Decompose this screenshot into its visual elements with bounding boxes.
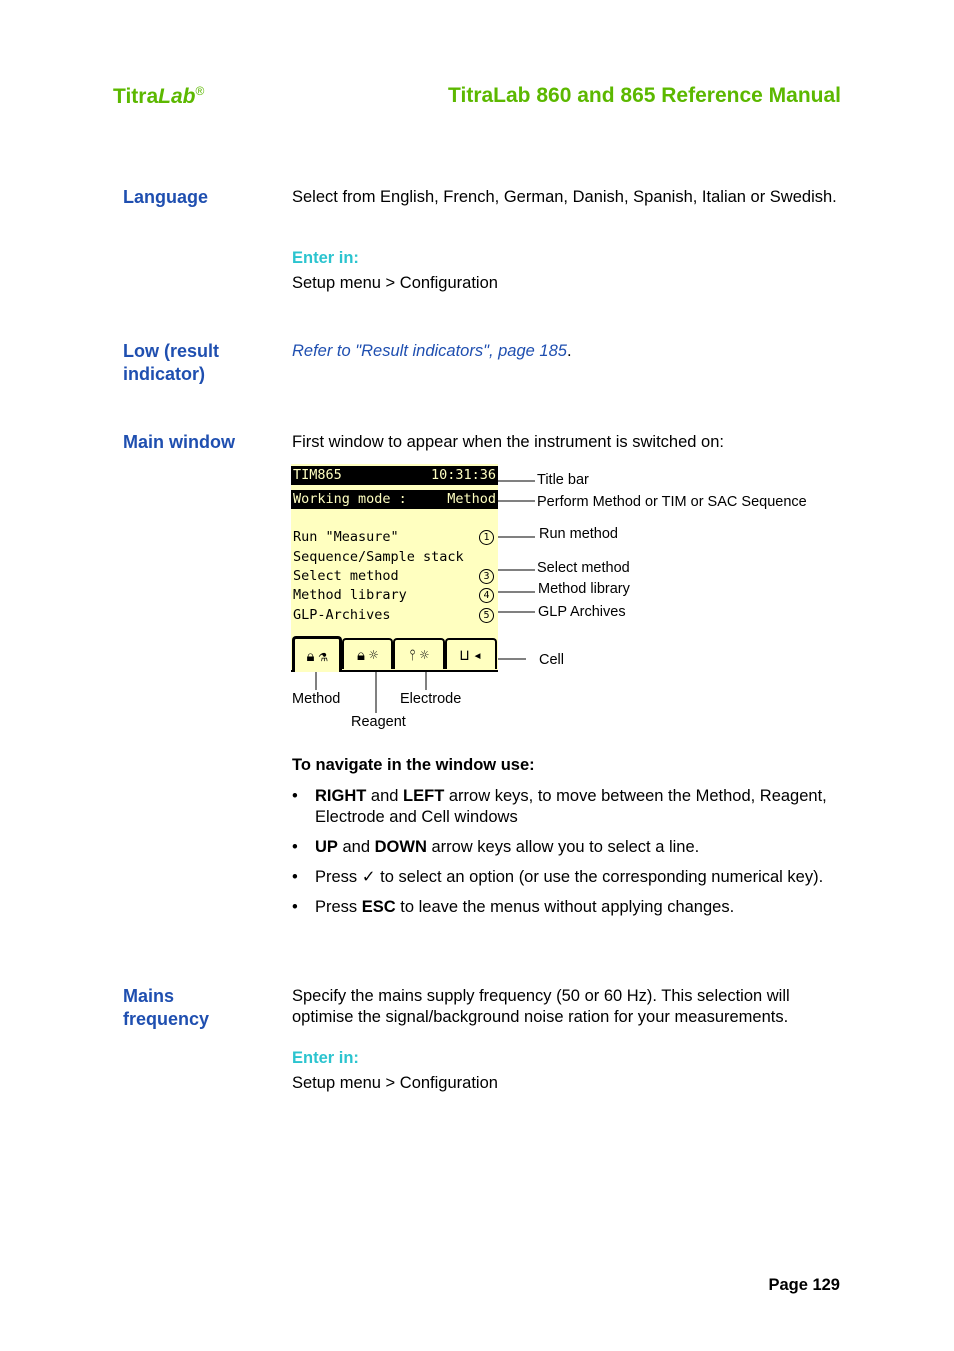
menu-item-method-library[interactable]: Method library [293,587,407,603]
callout-run-method: Run method [539,526,618,542]
term-line: frequency [123,1009,210,1029]
period: . [566,342,572,360]
term-line: indicator) [123,364,206,384]
clock: 10:31:36 [430,467,496,483]
callout-reagent: Reagent [351,714,406,730]
menu-item-run-measure[interactable]: Run "Measure" [293,529,399,545]
number-5-icon: 5 [479,608,494,623]
mains-enter-path: Setup menu > Configuration [292,1074,498,1092]
language-enter-label: Enter in: [292,249,359,267]
mains-enter-label: Enter in: [292,1049,359,1067]
callout-perform: Perform Method or TIM or SAC Sequence [537,494,807,510]
term-line: Mains [123,986,175,1006]
language-description: Select from English, French, German, Danish, Spanish, Italian or Swedish. [292,188,837,206]
working-mode-value: Method [447,491,496,507]
instrument-id: TIM865 [293,467,342,483]
flask-icon: ⚗ [318,646,328,665]
arrow-left-icon: ◂ [473,645,483,664]
callout-title-bar: Title bar [537,472,589,488]
mains-description: Specify the mains supply frequency (50 or 60 Hz). This selection will optimise the signal/background noise ration for your measurements. [292,987,790,1026]
term-language: Language [123,187,209,207]
list-item: • UP and DOWN arrow keys allow you to select a line. [292,837,837,858]
navigation-heading: To navigate in the window use: [292,756,535,774]
menu-item-glp-archives[interactable]: GLP-Archives [293,607,391,623]
brand-logo: TitraLab® [113,84,205,108]
menu-item-sequence[interactable]: Sequence/Sample stack [293,549,464,565]
electrode-icon: ⫯ [409,645,416,664]
page-number: Page 129 [768,1276,840,1294]
list-item: • RIGHT and LEFT arrow keys, to move between the Method, Reagent, Electrode and Cell windows [292,786,837,828]
sun-icon: ☼ [368,645,378,664]
language-enter-path: Setup menu > Configuration [292,274,498,292]
callout-electrode: Electrode [400,691,462,707]
callout-glp-archives: GLP Archives [538,604,626,620]
menu-item-select-method[interactable]: Select method [293,568,399,584]
lock-icon: 🔒︎ [306,646,315,665]
callout-cell: Cell [539,652,564,668]
number-4-icon: 4 [479,588,494,603]
term-line: Low (result [123,341,220,361]
sun-icon: ☼ [419,645,429,664]
number-3-icon: 3 [479,569,494,584]
result-indicators-link[interactable]: Refer to "Result indicators", page 185 [292,342,567,360]
callout-method-library: Method library [538,581,630,597]
list-item: • Press ✓ to select an option (or use the corresponding numerical key). [292,867,837,888]
navigation-list [292,786,837,927]
main-window-intro: First window to appear when the instrument is switched on: [292,433,724,451]
number-1-icon: 1 [479,530,494,545]
checkmark-icon: ✓ [361,868,376,886]
page-title: TitraLab 860 and 865 Reference Manual [448,84,841,107]
list-item: • Press ESC to leave the menus without applying changes. [292,897,837,918]
term-main-window: Main window [123,432,235,452]
beaker-icon: ⊔ [459,645,469,664]
callout-select-method: Select method [537,560,630,576]
term-mains-frequency [123,985,283,1031]
lock-icon: 🔒︎ [356,645,365,664]
callout-method: Method [292,691,341,707]
working-mode-label: Working mode : [293,491,407,507]
